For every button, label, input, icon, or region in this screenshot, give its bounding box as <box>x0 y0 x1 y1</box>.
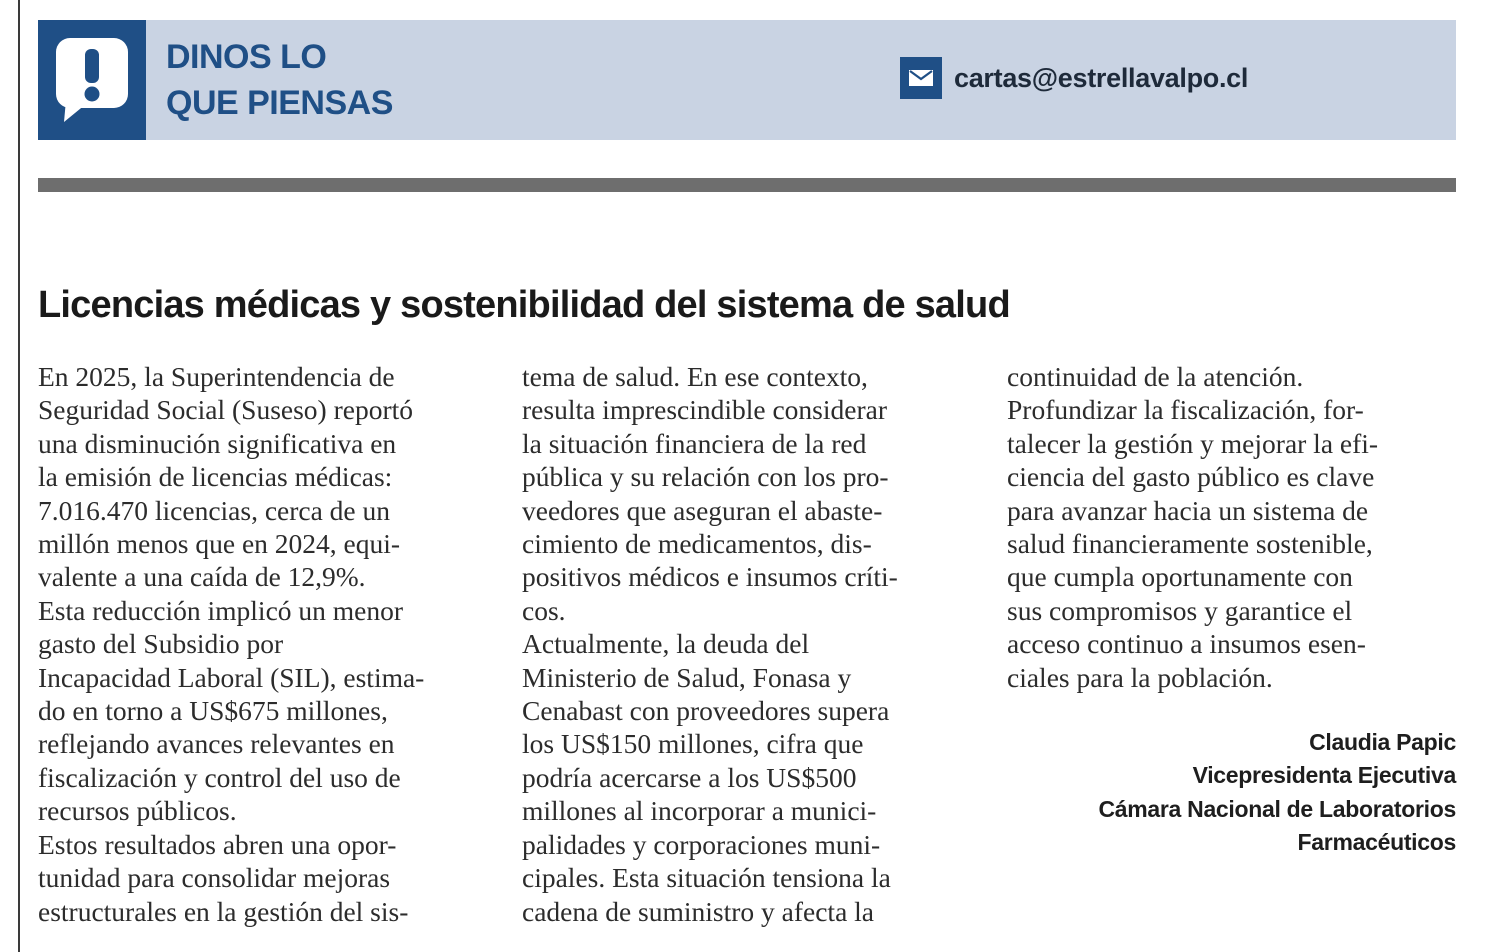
section-title <box>166 34 393 126</box>
text-line: millones al incorporar a munici- <box>522 795 877 827</box>
author-signature <box>1098 726 1456 860</box>
text-line: veedores que aseguran el abaste- <box>522 494 883 526</box>
author-name: Claudia Papic <box>1309 729 1456 755</box>
section-divider <box>38 178 1456 192</box>
text-line: estructurales en la gestión del sis- <box>38 895 409 927</box>
text-line: una disminución significativa en <box>38 427 397 459</box>
text-line: reflejando avances relevantes en <box>38 728 395 760</box>
text-line: talecer la gestión y mejorar la efi- <box>1007 427 1379 459</box>
text-line: fiscalización y control del uso de <box>38 761 401 793</box>
text-line: Actualmente, la deuda del <box>522 628 810 660</box>
email-address[interactable]: cartas@estrellavalpo.cl <box>954 62 1249 93</box>
text-line: podría acercarse a los US$500 <box>522 761 857 793</box>
author-organization-line2: Farmacéuticos <box>1297 829 1456 856</box>
text-line: positivos médicos e insumos críti- <box>522 561 898 593</box>
text-line: Ministerio de Salud, Fonasa y <box>522 661 852 693</box>
article-column-1 <box>38 360 498 928</box>
article-column-2 <box>522 360 982 928</box>
text-line: sus compromisos y garantice el <box>1007 594 1353 626</box>
contact-email[interactable] <box>900 56 1248 100</box>
text-line: ciencia del gasto público es clave <box>1007 461 1375 493</box>
text-line: palidades y corporaciones muni- <box>522 828 881 860</box>
section-title-line2: QUE PIENSAS <box>166 84 393 122</box>
text-line: salud financieramente sostenible, <box>1007 528 1373 560</box>
text-line: Seguridad Social (Suseso) reportó <box>38 394 413 426</box>
text-line: Cenabast con proveedores supera <box>522 695 890 727</box>
text-line: millón menos que en 2024, equi- <box>38 528 401 560</box>
text-line: cimiento de medicamentos, dis- <box>522 528 872 560</box>
text-line: Estos resultados abren una opor- <box>38 828 397 860</box>
author-organization-line1: Cámara Nacional de Laboratorios <box>1098 795 1456 822</box>
section-title-line1: DINOS LO <box>166 38 327 76</box>
text-line: Incapacidad Laboral (SIL), estima- <box>38 661 425 693</box>
text-line: ciales para la población. <box>1007 661 1273 693</box>
exclamation-speech-bubble-icon <box>38 20 146 140</box>
text-line: cipales. Esta situación tensiona la <box>522 862 891 894</box>
text-line: En 2025, la Superintendencia de <box>38 361 395 392</box>
text-line: tema de salud. En ese contexto, <box>522 361 868 392</box>
text-line: para avanzar hacia un sistema de <box>1007 494 1369 526</box>
text-line: cadena de suministro y afecta la <box>522 895 874 927</box>
article-headline: Licencias médicas y sostenibilidad del sistema de salud <box>38 284 1010 326</box>
text-line: acceso continuo a insumos esen- <box>1007 628 1366 660</box>
text-line: 7.016.470 licencias, cerca de un <box>38 494 391 526</box>
text-line: la situación financiera de la red <box>522 427 867 459</box>
author-role: Vicepresidenta Ejecutiva <box>1192 762 1456 789</box>
text-line: resulta imprescindible considerar <box>522 394 888 426</box>
text-line: Esta reducción implicó un menor <box>38 594 404 626</box>
text-line: do en torno a US$675 millones, <box>38 695 388 727</box>
page-edge-rule <box>18 0 20 952</box>
text-line: tunidad para consolidar mejoras <box>38 862 391 894</box>
text-line: los US$150 millones, cifra que <box>522 728 864 760</box>
text-line: que cumpla oportunamente con <box>1007 561 1353 593</box>
text-line: la emisión de licencias médicas: <box>38 461 393 493</box>
text-line: valente a una caída de 12,9%. <box>38 561 366 593</box>
mail-icon <box>900 57 942 99</box>
text-line: gasto del Subsidio por <box>38 628 284 660</box>
text-line: pública y su relación con los pro- <box>522 461 889 493</box>
text-line: Profundizar la fiscalización, for- <box>1007 394 1364 426</box>
article-column-3 <box>1007 360 1459 694</box>
text-line: recursos públicos. <box>38 795 237 827</box>
section-header <box>38 20 1456 140</box>
text-line: continuidad de la atención. <box>1007 361 1304 392</box>
text-line: cos. <box>522 594 566 626</box>
